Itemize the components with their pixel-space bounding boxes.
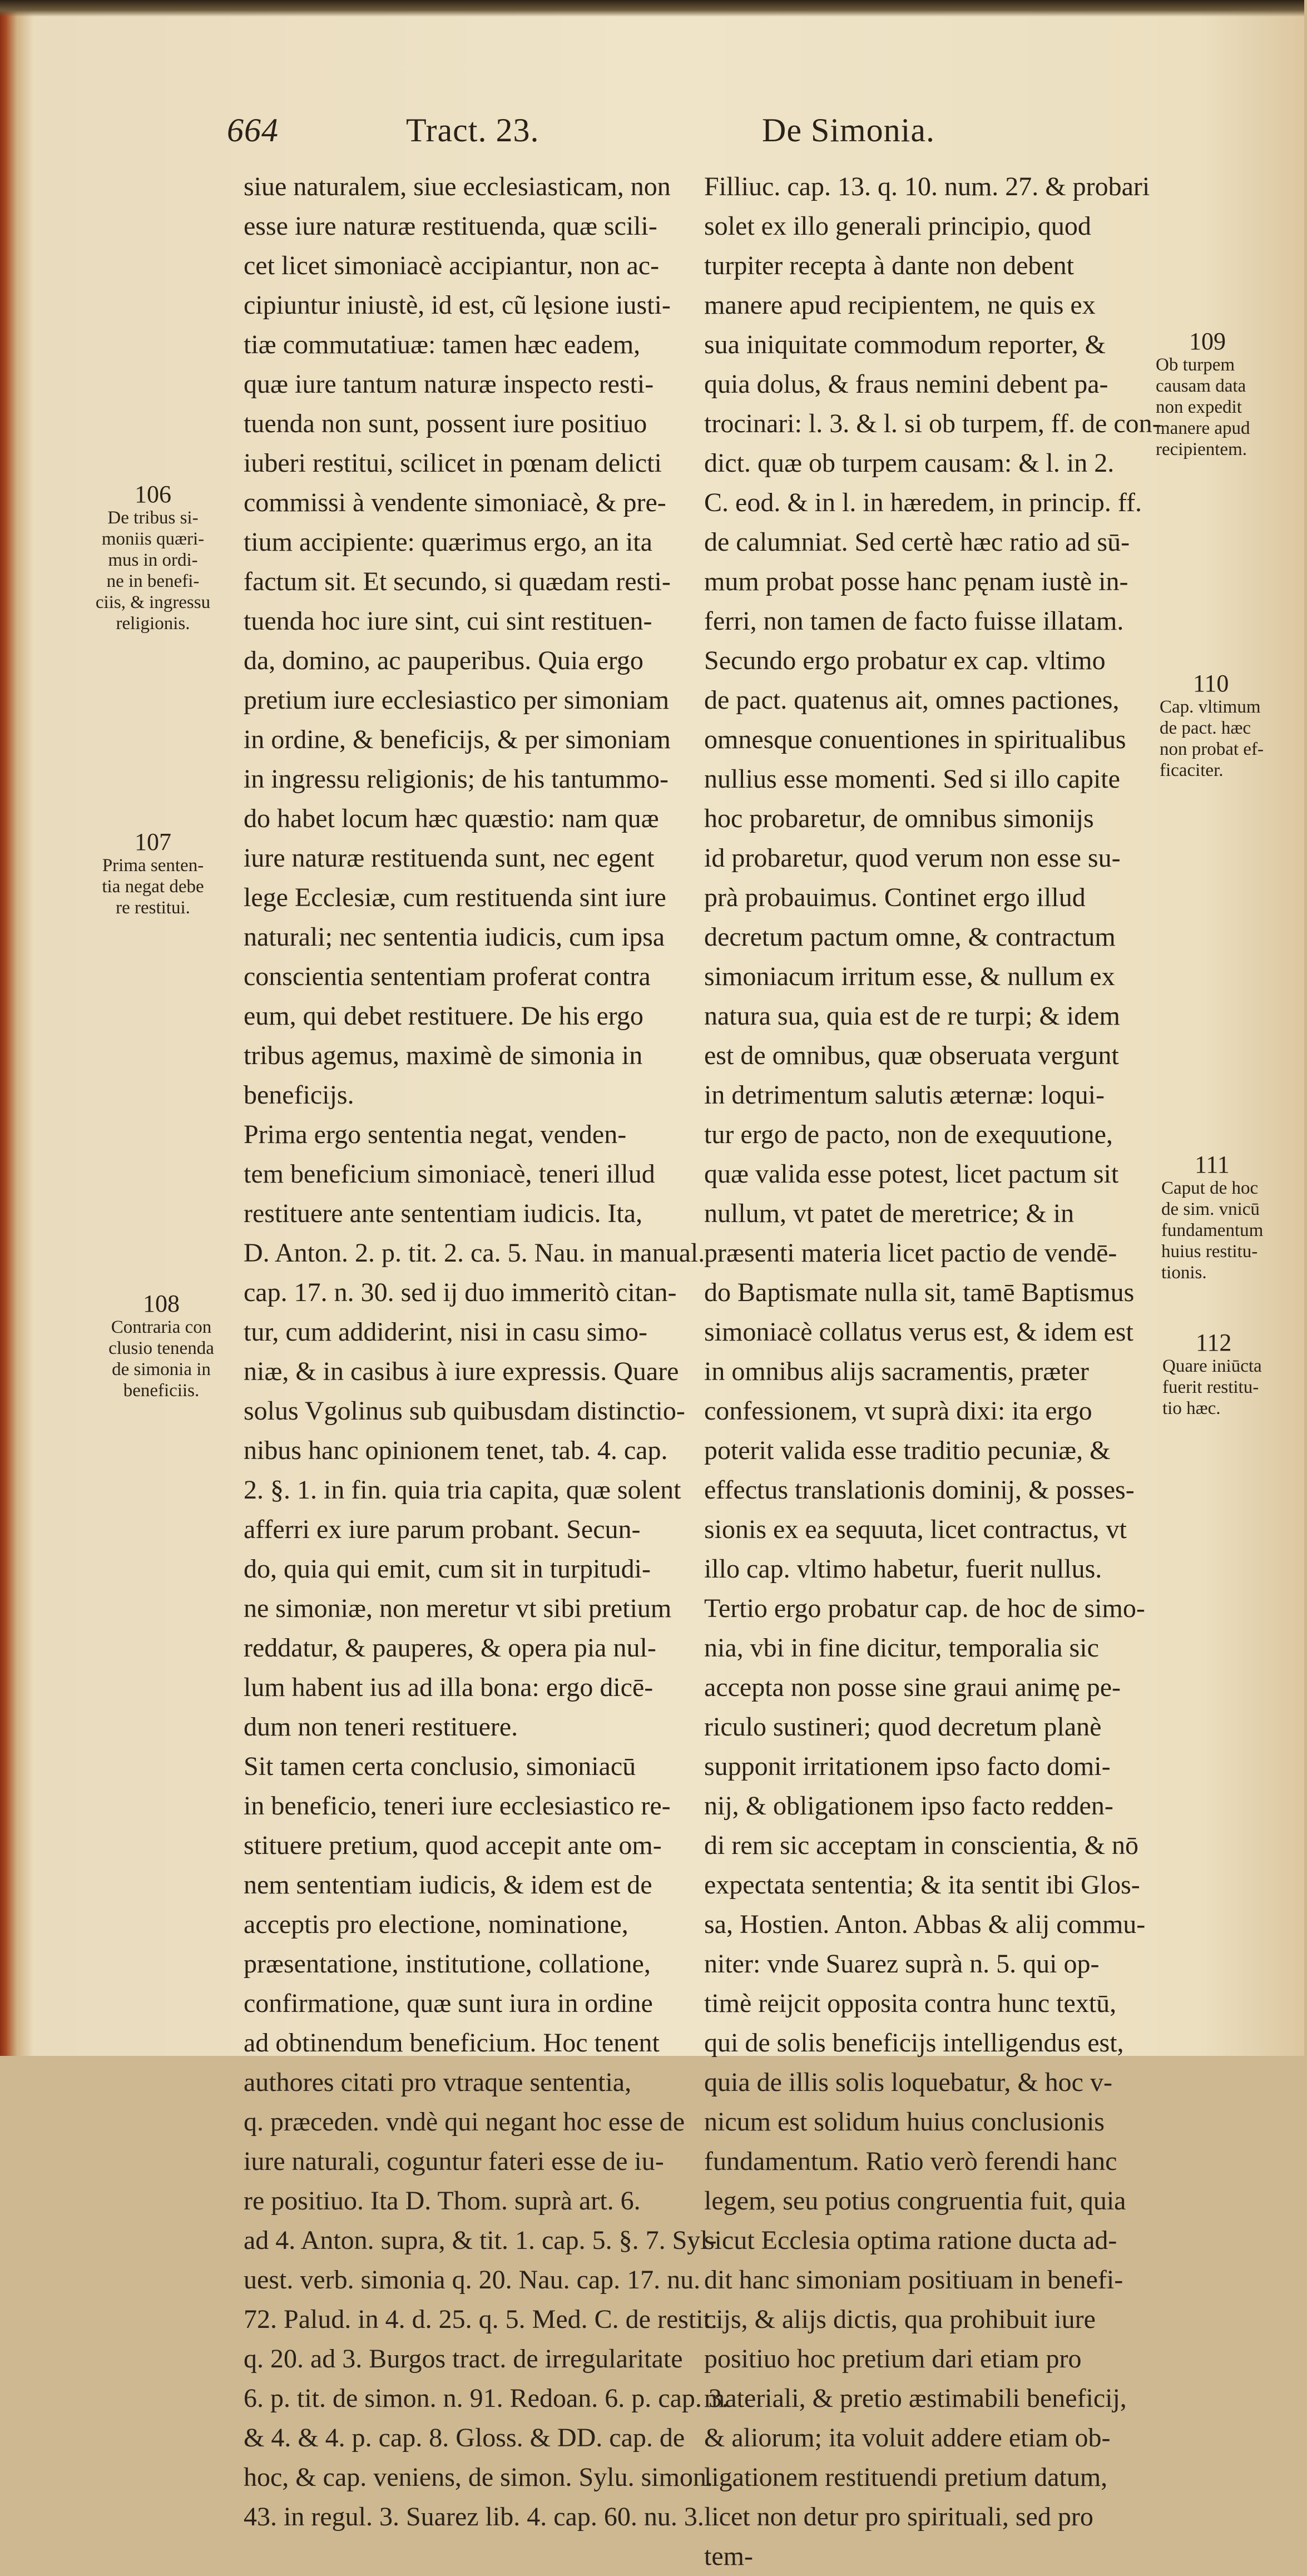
text-line: tem beneficium simoniacè, teneri illud — [244, 1159, 655, 1189]
text-line: afferri ex iure parum probant. Secun- — [244, 1515, 641, 1544]
text-line: da, domino, ac pauperibus. Quia ergo — [244, 646, 643, 675]
text-line: solet ex illo generali principio, quod — [704, 211, 1091, 241]
margin-note-line: tio hæc. — [1162, 1398, 1221, 1418]
text-line: D. Anton. 2. p. tit. 2. ca. 5. Nau. in manual. — [244, 1238, 705, 1268]
text-line: ne simoniæ, non meretur vt sibi pretium — [244, 1594, 672, 1623]
text-line: re positiuo. Ita D. Thom. suprà art. 6. — [244, 2186, 641, 2216]
margin-note-line: recipientem. — [1156, 439, 1247, 459]
margin-note-line: tia negat debe — [102, 877, 204, 897]
margin-note-line: religionis. — [116, 614, 190, 634]
text-line: stituere pretium, quod accepit ante om- — [244, 1831, 662, 1860]
text-line: iure naturali, coguntur fateri esse de iu- — [244, 2147, 664, 2176]
running-title-right: De Simonia. — [762, 112, 935, 149]
text-line: cap. 17. n. 30. sed ij duo immeritò citan- — [244, 1278, 677, 1307]
text-line: cijs, & alijs dictis, qua prohibuit iure — [704, 2305, 1096, 2334]
text-line: iuberi restitui, scilicet in pœnam delicti — [244, 448, 662, 478]
text-line: mum probat posse hanc pęnam iustè in- — [704, 567, 1128, 596]
text-line: factum sit. Et secundo, si quædam resti- — [244, 567, 671, 596]
text-line: dict. quæ ob turpem causam: & l. in 2. — [704, 448, 1115, 478]
text-line: de calumniat. Sed certè hæc ratio ad sū- — [704, 527, 1130, 557]
text-line: natura sua, quia est de re turpi; & idem — [704, 1001, 1120, 1031]
text-line: manere apud recipientem, ne quis ex — [704, 290, 1096, 320]
margin-note-line: ne in benefi- — [106, 571, 200, 591]
text-line: in omnibus alijs sacramentis, præter — [704, 1357, 1089, 1386]
margin-note-line: re restitui. — [116, 898, 190, 918]
text-line: dum non teneri restituere. — [244, 1712, 518, 1742]
text-line: commissi à vendente simoniacè, & pre- — [244, 488, 666, 517]
text-line: legem, seu potius congruentia fuit, quia — [704, 2186, 1126, 2216]
text-line: qui de solis beneficijs intelligendus est, — [704, 2028, 1124, 2058]
text-line: ligationem restituendi pretium datum, — [704, 2463, 1108, 2492]
text-line: hoc, & cap. veniens, de simon. Sylu. simon. — [244, 2463, 713, 2492]
margin-note-line: manere apud — [1156, 418, 1250, 438]
margin-note-110 — [1160, 670, 1304, 781]
margin-note-line: de simonia in — [112, 1359, 211, 1380]
margin-note-line: beneficiis. — [123, 1381, 200, 1401]
text-line: trocinari: l. 3. & l. si ob turpem, ff. de con- — [704, 409, 1161, 438]
text-line: conscientia sententiam proferat contra — [244, 962, 651, 991]
text-line: lege Ecclesiæ, cum restituenda sint iure — [244, 883, 666, 912]
margin-note-line: Caput de hoc — [1161, 1178, 1259, 1198]
text-line: supponit irritationem ipso facto domi- — [704, 1752, 1111, 1781]
text-line: niter: vnde Suarez suprà n. 5. qui op- — [704, 1949, 1100, 1979]
margin-note-line: non probat ef- — [1160, 739, 1264, 759]
text-line: prà probauimus. Continet ergo illud — [704, 883, 1086, 912]
text-line: eum, qui debet restituere. De his ergo — [244, 1001, 643, 1031]
text-line: di rem sic acceptam in conscientia, & nō — [704, 1831, 1139, 1860]
margin-note-line: Cap. vltimum — [1160, 697, 1261, 717]
text-line: omnesque conuentiones in spiritualibus — [704, 725, 1126, 754]
text-line: cipiuntur iniustè, id est, cũ lęsione iusti- — [244, 290, 671, 320]
text-line: decretum pactum omne, & contractum — [704, 922, 1116, 952]
text-line: cet licet simoniacè accipiantur, non ac- — [244, 251, 660, 280]
text-line: sua iniquitate commodum reporter, & — [704, 330, 1106, 359]
running-title-left: Tract. 23. — [406, 112, 539, 149]
text-line: hoc probaretur, de omnibus simonijs — [704, 804, 1094, 833]
text-line: tium accipiente: quærimus ergo, an ita — [244, 527, 652, 557]
text-line: C. eod. & in l. in hæredem, in princip. ff. — [704, 488, 1142, 517]
text-line: poterit valida esse traditio pecuniæ, & — [704, 1436, 1111, 1465]
text-line: sicut Ecclesia optima ratione ducta ad- — [704, 2226, 1117, 2255]
text-line: ad obtinendum beneficium. Hoc tenent — [244, 2028, 660, 2058]
text-line: tribus agemus, maximè de simonia in — [244, 1041, 643, 1070]
text-line: ad 4. Anton. supra, & tit. 1. cap. 5. §. 7. Syl- — [244, 2226, 717, 2255]
margin-note-line: clusio tenenda — [108, 1338, 214, 1358]
text-line: niæ, & in casibus à iure expressis. Quare — [244, 1357, 679, 1386]
text-line: positiuo hoc pretium dari etiam pro — [704, 2344, 1082, 2374]
text-line: pretium iure ecclesiastico per simoniam — [244, 685, 670, 715]
text-line: tem- — [704, 2542, 753, 2571]
text-line: nij, & obligationem ipso facto redden- — [704, 1791, 1113, 1821]
text-line: do Baptismate nulla sit, tamē Baptismus — [704, 1278, 1135, 1307]
text-line: esse iure naturæ restituenda, quæ scili- — [244, 211, 657, 241]
text-line: 43. in regul. 3. Suarez lib. 4. cap. 60. nu. 3. — [244, 2502, 704, 2531]
text-line: sionis ex ea sequuta, licet contractus, vt — [704, 1515, 1127, 1544]
margin-note-line: de sim. vnicū — [1161, 1199, 1260, 1219]
text-line: uest. verb. simonia q. 20. Nau. cap. 17. nu. — [244, 2265, 701, 2295]
margin-note-line: Ob turpem — [1156, 355, 1235, 375]
text-line: tur, cum addiderint, nisi in casu simo- — [244, 1317, 647, 1347]
text-line: in detrimentum salutis æternæ: loqui- — [704, 1080, 1105, 1110]
margin-note-107 — [89, 828, 217, 918]
text-line: materiali, & pretio æstimabili beneficij, — [704, 2384, 1127, 2413]
text-line: nia, vbi in fine dicitur, temporalia sic — [704, 1633, 1099, 1663]
text-line: quia de illis solis loquebatur, & hoc v- — [704, 2068, 1112, 2097]
text-line: fundamentum. Ratio verò ferendi hanc — [704, 2147, 1117, 2176]
margin-note-line: Quare iniūcta — [1162, 1356, 1262, 1376]
text-line: in ingressu religionis; de his tantummo- — [244, 764, 669, 794]
text-line: præsentatione, institutione, collatione, — [244, 1949, 651, 1979]
text-line: nicum est solidum huius conclusionis — [704, 2107, 1105, 2137]
text-line: sa, Hostien. Anton. Abbas & alij commu- — [704, 1910, 1146, 1939]
margin-note-line: tionis. — [1161, 1263, 1207, 1283]
text-line: Filliuc. cap. 13. q. 10. num. 27. & probari — [704, 172, 1150, 201]
margin-note-line: non expedit — [1156, 397, 1242, 417]
text-line: in ordine, & beneficijs, & per simoniam — [244, 725, 671, 754]
text-line: riculo sustineri; quod decretum planè — [704, 1712, 1102, 1742]
text-line: est de omnibus, quæ obseruata vergunt — [704, 1041, 1119, 1070]
margin-note-line: moniis quæri- — [101, 529, 205, 549]
text-line: Secundo ergo probatur ex cap. vltimo — [704, 646, 1106, 675]
margin-note-number: 107 — [135, 828, 171, 856]
text-line: simoniacè collatus verus est, & idem est — [704, 1317, 1133, 1347]
text-line: tiæ commutatiuæ: tamen hæc eadem, — [244, 330, 641, 359]
text-line: siue naturalem, siue ecclesiasticam, non — [244, 172, 671, 201]
text-line: in beneficio, teneri iure ecclesiastico re- — [244, 1791, 671, 1821]
text-line: quia dolus, & fraus nemini debent pa- — [704, 369, 1108, 399]
text-line: tuenda non sunt, possent iure positiuo — [244, 409, 647, 438]
text-line: de pact. quatenus ait, omnes pactiones, — [704, 685, 1120, 715]
text-line: id probaretur, quod verum non esse su- — [704, 843, 1121, 873]
text-line: illo cap. vltimo habetur, fuerit nullus. — [704, 1554, 1102, 1584]
text-line: 72. Palud. in 4. d. 25. q. 5. Med. C. de restit. — [244, 2305, 717, 2334]
text-line: iure naturæ restituenda sunt, nec egent — [244, 843, 655, 873]
text-line: 6. p. tit. de simon. n. 91. Redoan. 6. p. cap. 3. — [244, 2384, 729, 2413]
text-line: confessionem, vt suprà dixi: ita ergo — [704, 1396, 1092, 1426]
margin-note-line: fundamentum — [1161, 1220, 1264, 1240]
text-line: beneficijs. — [244, 1080, 354, 1110]
text-line: restituere ante sententiam iudicis. Ita, — [244, 1199, 643, 1228]
margin-note-number: 110 — [1193, 670, 1229, 697]
text-line: nullius esse momenti. Sed si illo capite — [704, 764, 1120, 794]
right-text-column — [704, 167, 1166, 2576]
text-line: turpiter recepta à dante non debent — [704, 251, 1075, 280]
text-line: tuenda hoc iure sint, cui sint restituen- — [244, 606, 652, 636]
text-line: do habet locum hæc quæstio: nam quæ — [244, 804, 659, 833]
text-line: præsenti materia licet pactio de vendē- — [704, 1238, 1117, 1268]
text-line: simoniacum irritum esse, & nullum ex — [704, 962, 1115, 991]
text-line: nem sententiam iudicis, & idem est de — [244, 1870, 652, 1900]
margin-note-number: 109 — [1189, 328, 1226, 355]
text-line: quæ valida esse potest, licet pactum sit — [704, 1159, 1119, 1189]
text-line: confirmatione, quæ sunt iura in ordine — [244, 1989, 653, 2018]
margin-note-number: 106 — [135, 481, 171, 508]
text-line: dit hanc simoniam positiuam in benefi- — [704, 2265, 1123, 2295]
text-line: q. præceden. vndè qui negant hoc esse de — [244, 2107, 685, 2137]
page-number: 664 — [227, 112, 279, 149]
margin-note-line: huius restitu- — [1161, 1242, 1258, 1262]
text-line: Tertio ergo probatur cap. de hoc de simo- — [704, 1594, 1145, 1623]
text-line: quæ iure tantum naturæ inspecto resti- — [244, 369, 654, 399]
text-line: lum habent ius ad illa bona: ergo dicē- — [244, 1673, 654, 1702]
margin-note-line: de pact. hæc — [1160, 718, 1251, 738]
margin-note-109 — [1156, 328, 1300, 460]
margin-note-106 — [89, 481, 217, 634]
text-line: authores citati pro vtraque sententia, — [244, 2068, 632, 2097]
margin-note-line: ficaciter. — [1160, 760, 1224, 780]
text-line: Sit tamen certa conclusio, simoniacū — [244, 1752, 636, 1781]
text-line: effectus translationis dominij, & posses- — [704, 1475, 1135, 1505]
margin-note-line: mus in ordi- — [108, 550, 198, 570]
text-line: ferri, non tamen de facto fuisse illatam. — [704, 606, 1124, 636]
text-line: do, quia qui emit, cum sit in turpitudi- — [244, 1554, 651, 1584]
margin-note-line: De tribus si- — [107, 508, 199, 528]
text-line: & aliorum; ita voluit addere etiam ob- — [704, 2423, 1111, 2453]
text-line: 2. §. 1. in fin. quia tria capita, quæ solent — [244, 1475, 681, 1505]
margin-note-111 — [1161, 1151, 1306, 1283]
margin-note-number: 112 — [1196, 1329, 1232, 1356]
text-line: expectata sententia; & ita sentit ibi Glos- — [704, 1870, 1140, 1900]
text-line: acceptis pro electione, nominatione, — [244, 1910, 628, 1939]
text-line: nibus hanc opinionem tenet, tab. 4. cap. — [244, 1436, 668, 1465]
left-text-column — [244, 167, 729, 2537]
margin-note-line: Contraria con — [111, 1317, 212, 1337]
text-line: reddatur, & pauperes, & opera pia nul- — [244, 1633, 656, 1663]
margin-note-112 — [1162, 1329, 1307, 1419]
text-line: tur ergo de pacto, non de exequutione, — [704, 1120, 1113, 1149]
text-line: accepta non posse sine graui animę pe- — [704, 1673, 1121, 1702]
margin-note-number: 108 — [143, 1290, 180, 1317]
text-line: licet non detur pro spirituali, sed pro — [704, 2502, 1093, 2531]
margin-note-line: causam data — [1156, 376, 1246, 396]
text-line: naturali; nec sententia iudicis, cum ipsa — [244, 922, 665, 952]
margin-note-number: 111 — [1195, 1151, 1230, 1178]
text-line: q. 20. ad 3. Burgos tract. de irregularitate — [244, 2344, 683, 2374]
text-line: nullum, vt patet de meretrice; & in — [704, 1199, 1075, 1228]
text-line: & 4. & 4. p. cap. 8. Gloss. & DD. cap. de — [244, 2423, 685, 2453]
margin-note-line: fuerit restitu- — [1162, 1377, 1259, 1397]
margin-note-108 — [97, 1290, 225, 1401]
text-line: Prima ergo sententia negat, venden- — [244, 1120, 627, 1149]
text-line: solus Vgolinus sub quibusdam distinctio- — [244, 1396, 685, 1426]
margin-note-line: ciis, & ingressu — [95, 592, 211, 612]
margin-note-line: Prima senten- — [102, 856, 204, 876]
text-line: timè reijcit opposita contra hunc textū, — [704, 1989, 1117, 2018]
